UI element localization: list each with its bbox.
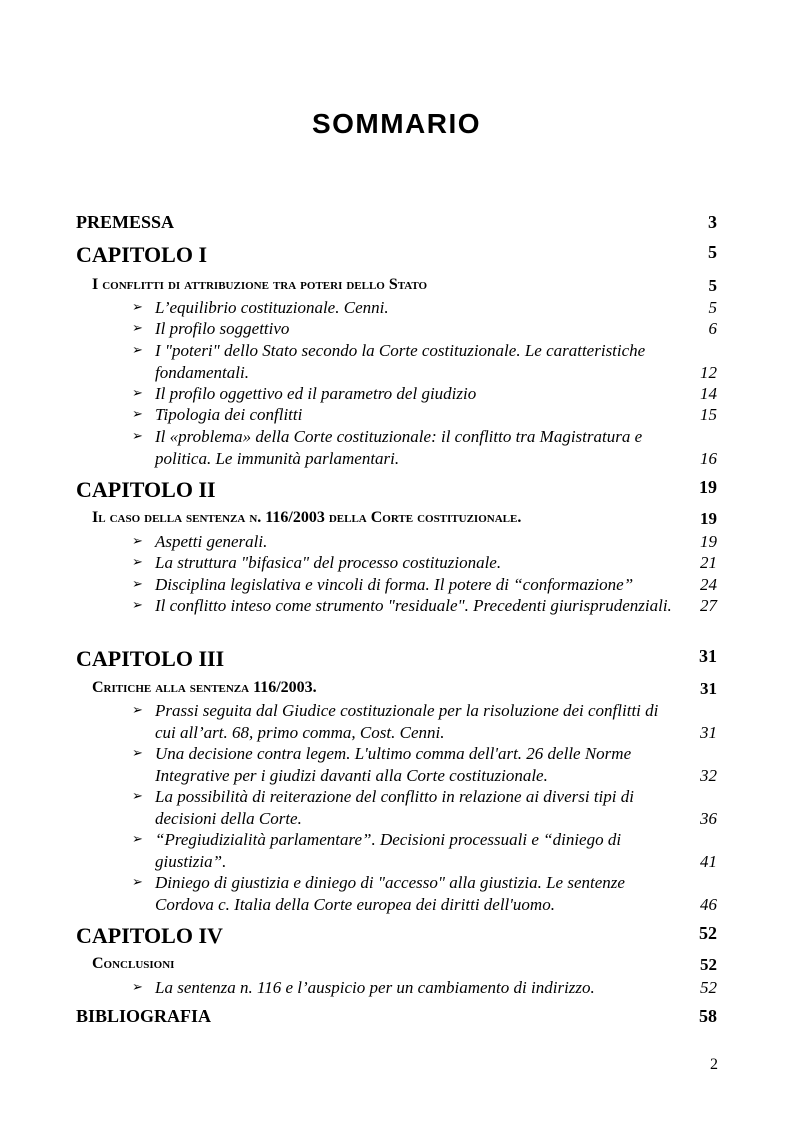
arrowhead-bullet-icon: ➢ bbox=[132, 875, 143, 890]
chapter-label: CAPITOLO II bbox=[76, 477, 216, 502]
toc-page-number: 52 bbox=[699, 923, 717, 943]
toc-entry-label: PREMESSA bbox=[76, 212, 175, 232]
toc-item[interactable]: ➢ Una decisione contra legem. L'ultimo comma dell'art. 26 delle Norme Integrative per i giudizi davanti alla Corte costituzionale. 32 bbox=[132, 744, 717, 785]
toc-item[interactable]: ➢ La sentenza n. 116 e l’auspicio per un cambiamento di indirizzo. 52 bbox=[132, 978, 717, 997]
arrowhead-bullet-icon: ➢ bbox=[132, 555, 143, 570]
arrowhead-bullet-icon: ➢ bbox=[132, 321, 143, 336]
arrowhead-bullet-icon: ➢ bbox=[132, 980, 143, 995]
arrowhead-bullet-icon: ➢ bbox=[132, 429, 143, 444]
toc-section-2[interactable] bbox=[92, 509, 717, 527]
toc-chapter-1[interactable] bbox=[76, 242, 717, 268]
chapter-label: CAPITOLO IV bbox=[76, 923, 223, 948]
toc-item[interactable]: ➢ Aspetti generali. 19 bbox=[132, 532, 717, 551]
page-number: 2 bbox=[710, 1056, 718, 1073]
toc-item[interactable]: ➢ I "poteri" dello Stato secondo la Corte costituzionale. Le caratteristiche fondamentali. 12 bbox=[132, 341, 717, 382]
toc-item[interactable]: ➢ Tipologia dei conflitti 15 bbox=[132, 405, 717, 424]
toc-entry-label: BIBLIOGRAFIA bbox=[76, 1006, 212, 1026]
toc-item[interactable]: ➢ Il profilo soggettivo 6 bbox=[132, 319, 717, 338]
toc-section-3[interactable] bbox=[92, 679, 717, 697]
toc-page-number: 5 bbox=[708, 276, 717, 295]
toc-chapter-2[interactable] bbox=[76, 477, 717, 503]
toc-item[interactable]: ➢ La struttura "bifasica" del processo costituzionale. 21 bbox=[132, 553, 717, 572]
arrowhead-bullet-icon: ➢ bbox=[132, 746, 143, 761]
page-title: SOMMARIO bbox=[311, 108, 482, 139]
arrowhead-bullet-icon: ➢ bbox=[132, 343, 143, 358]
toc-item[interactable]: ➢ Disciplina legislativa e vincoli di forma. Il potere di “conformazione” 24 bbox=[132, 575, 717, 594]
chapter-label: CAPITOLO I bbox=[76, 242, 208, 267]
toc-page-number: 58 bbox=[699, 1006, 717, 1026]
toc-entry-premessa[interactable] bbox=[76, 212, 717, 233]
arrowhead-bullet-icon: ➢ bbox=[132, 386, 143, 401]
arrowhead-bullet-icon: ➢ bbox=[132, 300, 143, 315]
toc-page-number: 5 bbox=[708, 242, 717, 262]
toc-item[interactable]: ➢ Il profilo oggettivo ed il parametro del giudizio 14 bbox=[132, 384, 717, 403]
section-label: I conflitti di attribuzione tra poteri dello Stato bbox=[92, 276, 428, 293]
toc-chapter-3[interactable] bbox=[76, 646, 717, 672]
toc-item[interactable]: ➢ Il conflitto inteso come strumento "residuale". Precedenti giurisprudenziali. 27 bbox=[132, 596, 717, 615]
toc-page-number: 31 bbox=[699, 646, 717, 666]
section-label: Il caso della sentenza n. 116/2003 della Corte costituzionale. bbox=[92, 509, 522, 526]
toc-item[interactable]: ➢ Il «problema» della Corte costituzionale: il conflitto tra Magistratura e politica. Le immunità parlamentari. 16 bbox=[132, 427, 717, 468]
toc-item[interactable]: ➢ L’equilibrio costituzionale. Cenni. 5 bbox=[132, 298, 717, 317]
section-label: Conclusioni bbox=[92, 955, 175, 972]
arrowhead-bullet-icon: ➢ bbox=[132, 703, 143, 718]
toc-page-number: 31 bbox=[700, 679, 717, 698]
toc-entry-bibliografia[interactable] bbox=[76, 1006, 717, 1027]
section-label: Critiche alla sentenza 116/2003. bbox=[92, 679, 317, 696]
toc-section-1[interactable] bbox=[92, 276, 717, 294]
toc-section-4[interactable] bbox=[92, 955, 717, 973]
toc-chapter-4[interactable] bbox=[76, 923, 717, 949]
arrowhead-bullet-icon: ➢ bbox=[132, 598, 143, 613]
arrowhead-bullet-icon: ➢ bbox=[132, 789, 143, 804]
toc-item[interactable]: ➢ “Pregiudizialità parlamentare”. Decisioni processuali e “diniego di giustizia”. 41 bbox=[132, 830, 717, 871]
toc-page-number: 52 bbox=[700, 955, 717, 974]
toc-item[interactable]: ➢ La possibilità di reiterazione del conflitto in relazione ai diversi tipi di decisioni della Corte. 36 bbox=[132, 787, 717, 828]
toc-item[interactable]: ➢ Diniego di giustizia e diniego di "accesso" alla giustizia. Le sentenze Cordova c. Italia della Corte europea dei diritti dell'uomo. 46 bbox=[132, 873, 717, 914]
toc-page-number: 3 bbox=[708, 212, 717, 232]
toc-page-number: 19 bbox=[700, 509, 717, 528]
arrowhead-bullet-icon: ➢ bbox=[132, 407, 143, 422]
toc-page-number: 19 bbox=[699, 477, 717, 497]
arrowhead-bullet-icon: ➢ bbox=[132, 832, 143, 847]
toc-item[interactable]: ➢ Prassi seguita dal Giudice costituzionale per la risoluzione dei conflitti di cui all’art. 68, primo comma, Cost. Cenni. 31 bbox=[132, 701, 717, 742]
arrowhead-bullet-icon: ➢ bbox=[132, 534, 143, 549]
chapter-label: CAPITOLO III bbox=[76, 646, 225, 671]
arrowhead-bullet-icon: ➢ bbox=[132, 577, 143, 592]
